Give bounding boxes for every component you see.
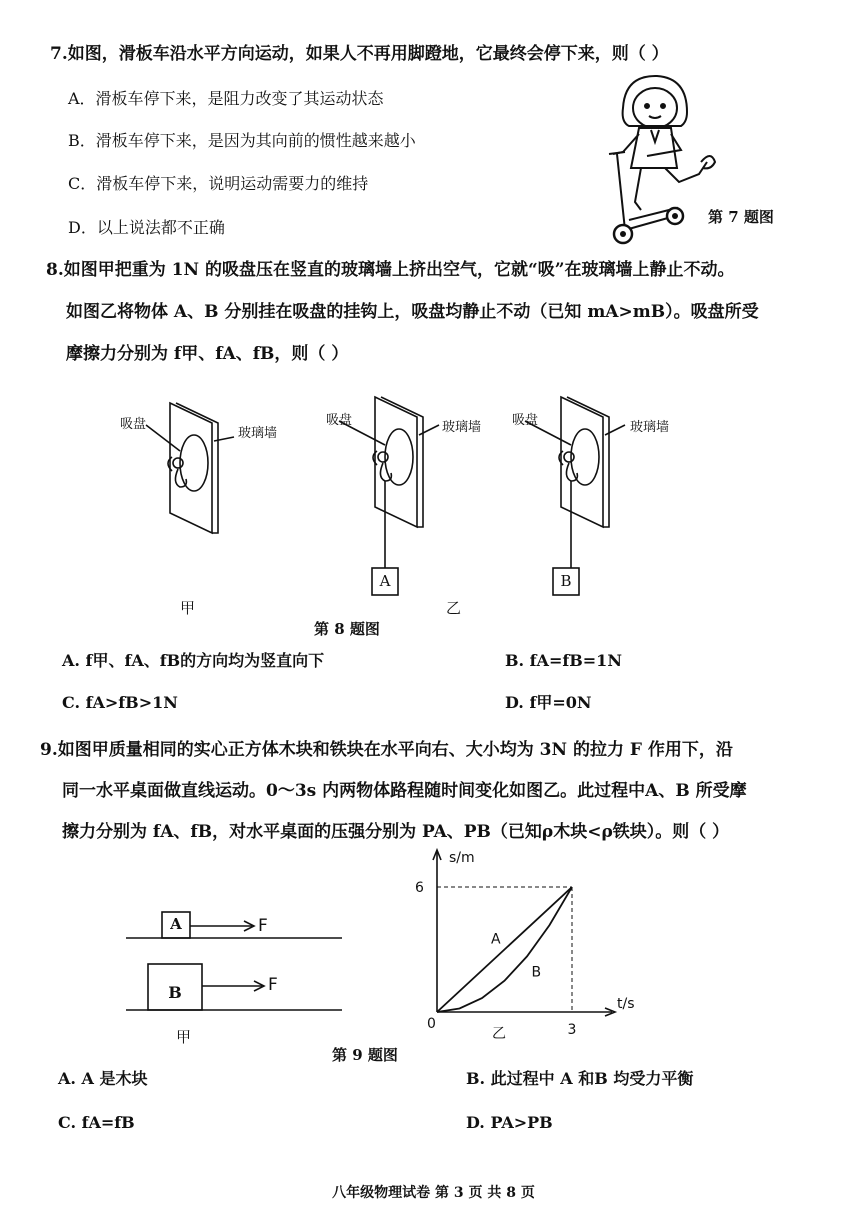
q8-label-wall-yi-a: 玻璃墙 (442, 420, 482, 435)
series-label-b: B (531, 964, 542, 981)
q9-figure-jia-blocks (120, 900, 360, 1040)
q9-option-d: D. PA>PB (466, 1113, 553, 1132)
q7-option-a: A．滑板车停下来，是阻力改变了其运动状态 (68, 89, 384, 108)
q9-st-chart (405, 840, 635, 1055)
q8-label-jia: 甲 (180, 599, 196, 617)
x-axis-label: t/s (617, 996, 635, 1012)
y-axis-label: s/m (449, 850, 475, 866)
q8-box-a-label: A (379, 572, 391, 590)
x-tick-label-3: 3 (567, 1022, 577, 1038)
q8-label-wall-jia: 玻璃墙 (238, 426, 278, 441)
series-label-a: A (491, 931, 501, 948)
q9-figure-caption: 第 9 题图 (332, 1046, 398, 1064)
q8-label-sucker-yi-a: 吸盘 (326, 413, 353, 428)
q9-force-a-label: F (258, 916, 268, 936)
y-tick-label-6: 6 (415, 880, 424, 896)
q9-label-jia: 甲 (176, 1028, 192, 1046)
q8-label-sucker-yi-b: 吸盘 (512, 413, 539, 428)
q7-option-c: C．滑板车停下来，说明运动需要力的维持 (68, 174, 369, 193)
q8-label-yi: 乙 (446, 599, 462, 617)
q8-option-b: B. fA=fB=1N (505, 651, 622, 670)
q8-option-c: C. fA>fB>1N (62, 693, 178, 712)
q9-option-c: C. fA=fB (58, 1113, 135, 1132)
q7-option-b: B．滑板车停下来，是因为其向前的惯性越来越小 (68, 131, 416, 150)
q8-figure-caption: 第 8 题图 (314, 620, 380, 638)
q8-option-d: D. f甲=0N (505, 693, 592, 712)
x-tick-label-0: 0 (427, 1016, 436, 1032)
q8-stem-line2: 如图乙将物体 A、B 分别挂在吸盘的挂钩上，吸盘均静止不动（已知 mA>mB）。吸盘所受 (66, 302, 759, 322)
scooter-girl-illustration (595, 70, 725, 250)
q7-figure-caption: 第 7 题图 (708, 208, 774, 226)
q9-box-a-label: A (170, 915, 182, 933)
q9-stem-line2: 同一水平桌面做直线运动。0～3s 内两物体路程随时间变化如图乙。此过程中A、B 所受摩 (62, 781, 747, 801)
chart-panel-label: 乙 (492, 1026, 506, 1042)
q7-stem: 7.如图，滑板车沿水平方向运动，如果人不再用脚蹬地，它最终会停下来，则（ ） (50, 44, 669, 64)
q8-box-b-label: B (560, 572, 572, 590)
q7-option-d: D．以上说法都不正确 (68, 218, 225, 237)
q9-box-b-label: B (168, 983, 182, 1002)
series-line-a (437, 887, 572, 1012)
q8-stem-line3: 摩擦力分别为 f甲、fA、fB，则（ ） (66, 344, 349, 364)
q9-option-a: A. A 是木块 (58, 1069, 148, 1088)
page-footer: 八年级物理试卷 第 3 页 共 8 页 (332, 1185, 535, 1201)
q9-option-b: B. 此过程中 A 和B 均受力平衡 (466, 1069, 694, 1088)
q8-label-sucker-jia: 吸盘 (120, 417, 147, 432)
q8-stem-line1: 8.如图甲把重为 1N 的吸盘压在竖直的玻璃墙上挤出空气，它就“吸”在玻璃墙上静止不动。 (46, 260, 735, 280)
q8-option-a: A. f甲、fA、fB的方向均为竖直向下 (62, 651, 325, 670)
q9-stem-line1: 9.如图甲质量相同的实心正方体木块和铁块在水平向右、大小均为 3N 的拉力 F 作用下，沿 (40, 740, 733, 760)
q9-force-b-label: F (268, 975, 278, 995)
q9-stem-line3: 擦力分别为 fA、fB，对水平桌面的压强分别为 PA、PB（已知ρ木块<ρ铁块）。则（ ） (62, 822, 730, 842)
q8-label-wall-yi-b: 玻璃墙 (630, 420, 670, 435)
